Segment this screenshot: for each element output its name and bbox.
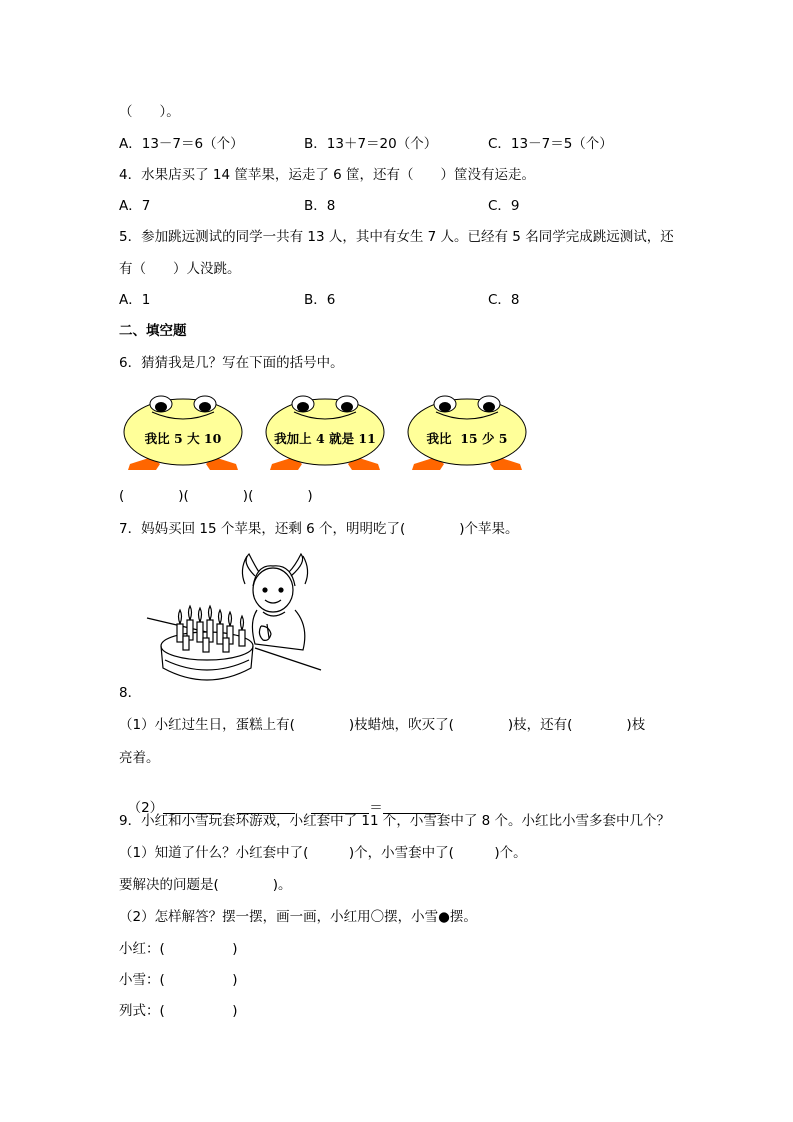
- q5-option-c: C．8: [488, 292, 520, 308]
- q3-option-b: B．13＋7＝20（个）: [304, 136, 438, 152]
- q9-xiaohong: 小红：( ): [119, 941, 238, 957]
- q7-text: 7．妈妈买回 15 个苹果，还剩 6 个，明明吃了( )个苹果。: [119, 521, 519, 537]
- q9-text: 9．小红和小雪玩套环游戏，小红套中了 11 个，小雪套中了 8 个。小红比小雪多套中几个？: [119, 813, 671, 829]
- riddle-label-2: 我加上 4 就是 11: [274, 431, 376, 446]
- q3-option-c: C．13－7＝5（个）: [488, 136, 613, 152]
- q9-xiaoxue: 小雪：( ): [119, 972, 238, 988]
- q5-option-b: B．6: [304, 292, 336, 308]
- q4-option-c: C．9: [488, 198, 520, 214]
- q5-line1: 5．参加跳远测试的同学一共有 13 人，其中有女生 7 人。已经有 5 名同学完成跳远测试，还: [119, 229, 674, 245]
- q8-part1-line1: （1）小红过生日，蛋糕上有( )枝蜡烛，吹灭了( )枝，还有( )枝: [119, 717, 646, 733]
- q6-answer-brackets: ( )( )( ): [119, 488, 313, 504]
- q9-part1: （1）知道了什么？小红套中了( )个，小雪套中了( )个。: [119, 845, 527, 861]
- riddle-blob-2: [260, 392, 390, 478]
- q3-tail: （ ）。: [119, 104, 180, 120]
- q8-part2-label: （2）: [127, 800, 164, 816]
- q4-option-b: B．8: [304, 198, 336, 214]
- q9-formula: 列式：( ): [119, 1003, 238, 1019]
- riddle-blob-1: [118, 392, 248, 478]
- equals-sign: ＝: [369, 800, 383, 816]
- riddle-label-1: 我比 5 大 10: [144, 431, 222, 446]
- q4-option-a: A．7: [119, 198, 151, 214]
- q9-part2: （2）怎样解答？摆一摆，画一画，小红用〇摆，小雪●摆。: [119, 909, 477, 925]
- q9-question: 要解决的问题是( )。: [119, 877, 292, 893]
- q8-number: 8．: [119, 685, 142, 701]
- q5-option-a: A．1: [119, 292, 151, 308]
- q5-line2: 有（ ）人没跳。: [119, 261, 241, 277]
- q3-option-a: A．13－7＝6（个）: [119, 136, 244, 152]
- riddle-label-3: 我比 15 少 5: [426, 431, 508, 446]
- birthday-girl-cake-image: [145, 552, 325, 690]
- q8-part1-line2: 亮着。: [119, 750, 160, 766]
- riddle-blob-3: [402, 392, 532, 478]
- q4-text: 4．水果店买了 14 筐苹果，运走了 6 筐，还有（ ）筐没有运走。: [119, 167, 536, 183]
- q6-text: 6．猜猜我是几？写在下面的括号中。: [119, 355, 344, 371]
- section-title: 二、填空题: [119, 323, 187, 339]
